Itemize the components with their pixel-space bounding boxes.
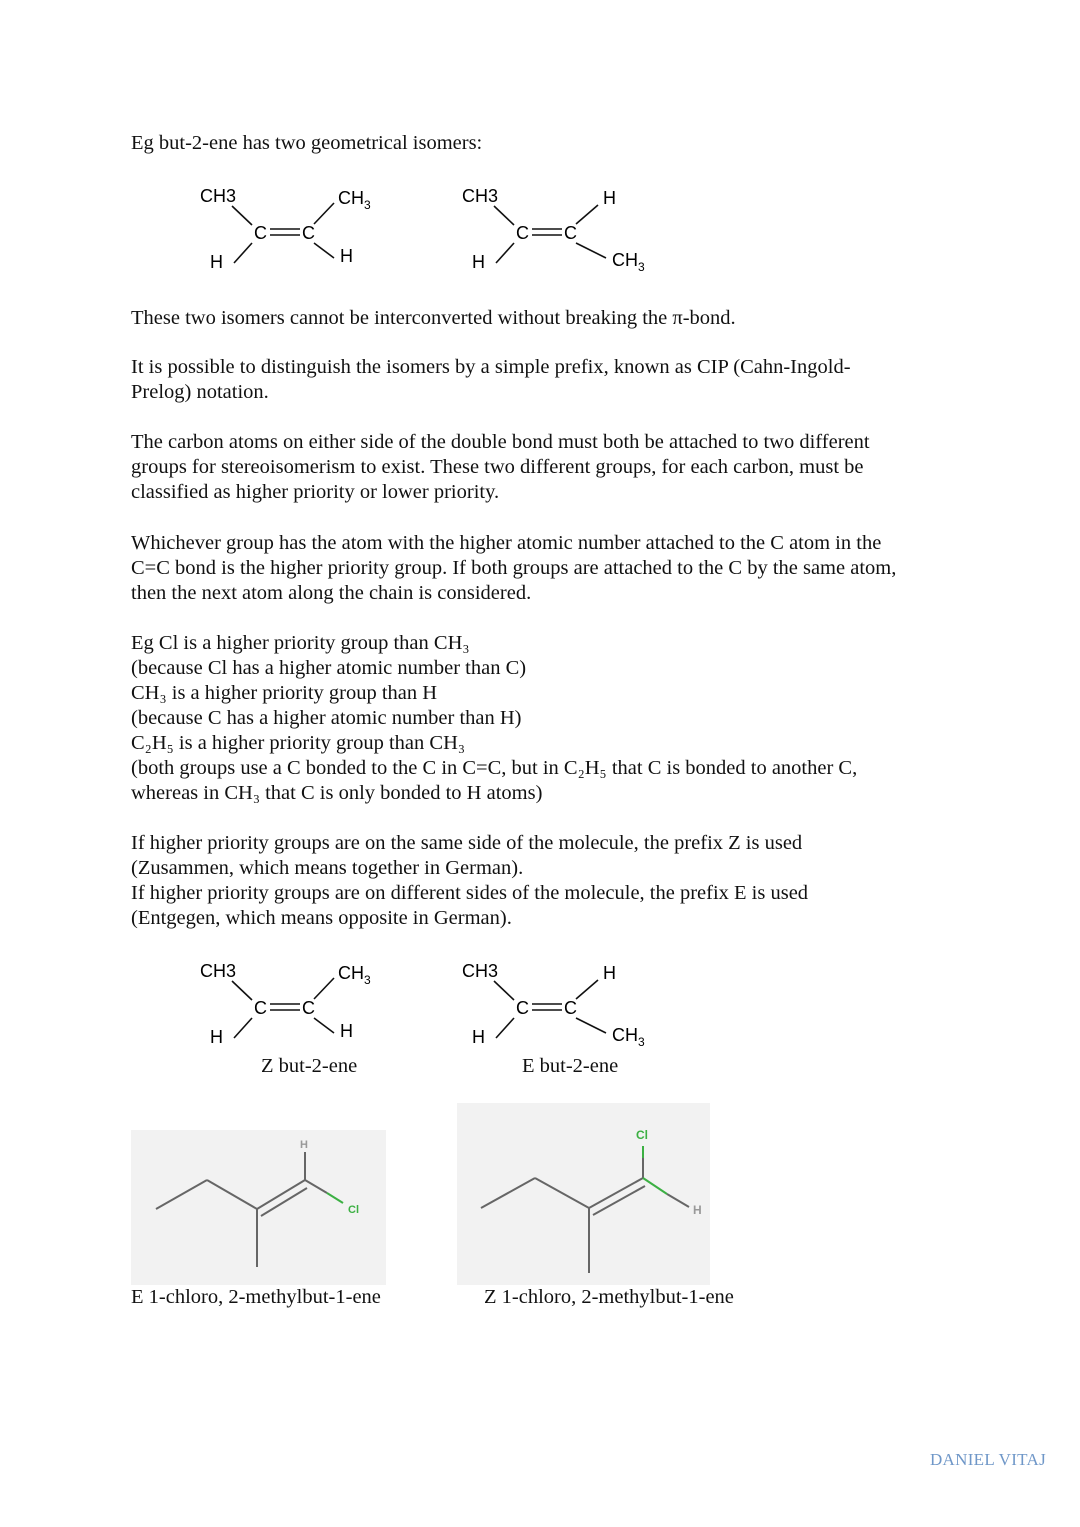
atom-c-right: C — [302, 223, 315, 243]
caption-e-chloro: E 1-chloro, 2-methylbut-1-ene — [131, 1286, 381, 1308]
atom-ch3-left: CH3 — [200, 186, 237, 206]
atom-c-left: C — [254, 998, 267, 1018]
atom-h-right: H — [340, 1021, 353, 1041]
skeletal-e-chloro-panel — [131, 1130, 386, 1285]
atom-c-left: C — [254, 223, 267, 243]
atom-c-left: C — [516, 223, 529, 243]
molecule-e-but-2-ene — [452, 955, 672, 1060]
atom-h-left: H — [472, 252, 485, 272]
atom-c-right: C — [564, 223, 577, 243]
caption-z-but-2-ene: Z but-2-ene — [261, 1055, 358, 1077]
atom-ch3-right: $CH_3$ — [338, 188, 371, 212]
author-footer: DANIEL VITAJ — [929, 1450, 1046, 1469]
atom-ch3-left: CH3 — [200, 961, 237, 981]
cip-paragraph: It is possible to distinguish the isomers by a simple prefix, known as CIP (Cahn-Ingold- Prelog) notation. — [131, 356, 851, 403]
caption-e-but-2-ene: E but-2-ene — [522, 1055, 619, 1077]
atom-h: H — [693, 1203, 702, 1217]
prefix-paragraph: If higher priority groups are on the same side of the molecule, the prefix Z is used (Zusammen, which means together in German). If higher priority groups are on different sides of the molecule, the prefix E is used (Entgegen, which means opposite in German). — [131, 832, 809, 929]
atom-cl: Cl — [636, 1128, 648, 1142]
skeletal-z-chloro-panel — [457, 1103, 710, 1285]
atom-h-top: H — [603, 963, 616, 983]
atom-ch3-left: CH3 — [462, 961, 499, 981]
atom-h-left: H — [210, 252, 223, 272]
interconvert-paragraph: These two isomers cannot be interconverted without breaking the π-bond. — [131, 307, 736, 329]
intro-text: Eg but-2-ene has two geometrical isomers: — [131, 132, 483, 154]
atom-c-right: C — [302, 998, 315, 1018]
atom-h: H — [300, 1139, 308, 1151]
atom-ch3-right: $CH_3$ — [612, 1025, 645, 1049]
molecule-isomer-1 — [190, 180, 390, 285]
atom-c-right: C — [564, 998, 577, 1018]
molecule-z-but-2-ene — [190, 955, 390, 1060]
priority-rule-paragraph: Whichever group has the atom with the higher atomic number attached to the C atom in the C=C bond is the higher priority group. If both groups are attached to the C by the same atom, then the next atom along the chain is considered. — [131, 532, 897, 604]
priority-examples: Eg Cl is a higher priority group than CH₃ (because Cl has a higher atomic number than C) CH₃ is a higher priority group than H (because C has a higher atomic number than H) C₂H₅ is a higher priority group than CH₃ (both groups use a C bonded to the C in C=C, but in C₂H₅ that C is bonded to another C, whereas in CH₃ that C is only bonded to H atoms) — [131, 632, 858, 804]
molecule-isomer-2 — [452, 180, 672, 285]
atom-h-right: H — [340, 246, 353, 266]
atom-ch3-right: $CH_3$ — [338, 963, 371, 987]
caption-z-chloro: Z 1-chloro, 2-methylbut-1-ene — [484, 1286, 734, 1308]
atom-ch3-left: CH3 — [462, 186, 499, 206]
carbon-paragraph: The carbon atoms on either side of the double bond must both be attached to two different groups for stereoisomerism to exist. These two different groups, for each carbon, must be classified as higher priority or lower priority. — [131, 431, 870, 503]
atom-c-left: C — [516, 998, 529, 1018]
atom-cl: Cl — [348, 1204, 359, 1216]
atom-h-top: H — [603, 188, 616, 208]
atom-h-left: H — [210, 1027, 223, 1047]
atom-h-left: H — [472, 1027, 485, 1047]
atom-ch3-right: $CH_3$ — [612, 250, 645, 274]
